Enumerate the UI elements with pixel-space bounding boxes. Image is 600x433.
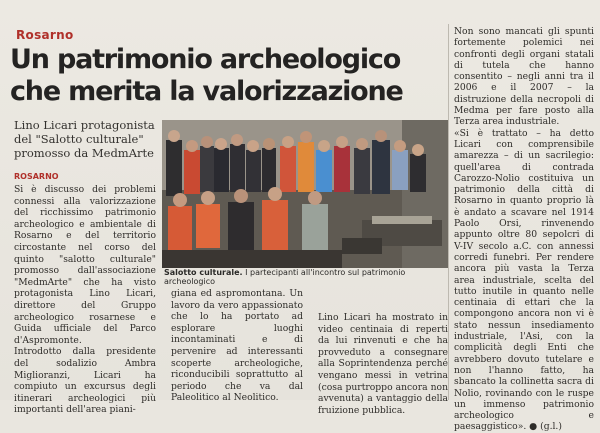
- article-column-3: Lino Licari ha mostrato in video centinaia di reperti da lui rinvenuti e che ha provveduto a consegnare alla Soprintendenza perché vengano messi in vetrina (cosa purtroppo ancora non avvenuta) a vantaggio della fruizione pubblica.: [318, 312, 448, 416]
- photo-caption-title: Salotto culturale.: [164, 268, 243, 277]
- column-divider: [448, 24, 449, 400]
- article-column-4: Non sono mancati gli spunti fortemente polemici nei confronti degli organi statali di tutela che hanno consentito – negli anni tra il 2006 e il 2007 – la distruzione della necropoli di Medma per fare posto alla Terza area industriale. «Si è trattato – ha detto Licari con comprensibile amarezza – di un sacrilegio: quell'area di contrada Carozzo-Nolio costituiva un patrimonio della città di Rosarno in quanto proprio là è andato a scavare nel 1914 Paolo Orsi, rinvenendo appunto oltre 80 sepolcri di V-IV secolo a.C. con annessi corredi funebri. Per rendere ancora più vasta la Terza area industriale, scelta del tutto inutile in quanto nelle centinaia di ettari che la compongono ancora non vi è stato nessun insediamento industriale, l'Asi, con la complicità degli Enti che avrebbero dovuto tutelare e non l'hanno fatto, ha sbancato la collinetta sacra di Nolio, rovinando con le ruspe un immenso patrimonio archeologico e paesaggistico». ● (g.l.): [454, 26, 594, 433]
- headline-line-1: Un patrimonio archeologico: [10, 44, 401, 75]
- headline: [10, 44, 450, 108]
- article-column-2: giana ed aspromontana. Un lavoro da vero appassionato che lo ha portato ad esplorare luoghi incontaminati e di pervenire ad interessanti scoperte archeologiche, riconducibili soprattutto al periodo che va dal Paleolitico al Neolitico.: [171, 288, 303, 404]
- article-column-1: Si è discusso dei problemi connessi alla valorizzazione del ricchissimo patrimonio archeologico e ambientale di Rosarno e del territorio circostante nel corso del quinto "salotto culturale" promosso dall'associazione "MedmArte" che ha visto protagonista Lino Licari, direttore del Gruppo archeologico rosarnese e Guida ufficiale del Parco d'Aspromonte. Introdotto dalla presidente del sodalizio Ambra Miglioranzi, Licari ha compiuto un excursus degli itinerari archeologici più importanti dell'area piani-: [14, 184, 156, 416]
- section-label: Rosarno: [16, 28, 74, 42]
- subheadline: Lino Licari protagonista del "Salotto culturale" promosso da MedmArte: [14, 118, 155, 160]
- photo-caption: [164, 268, 454, 286]
- photo-caption-text: I partecipanti all'incontro sul patrimonio archeologico: [164, 268, 406, 286]
- article-main: [6, 0, 448, 416]
- location-label: ROSARNO: [14, 172, 59, 181]
- article-photo: [162, 120, 449, 268]
- headline-line-2: che merita la valorizzazione: [10, 76, 403, 107]
